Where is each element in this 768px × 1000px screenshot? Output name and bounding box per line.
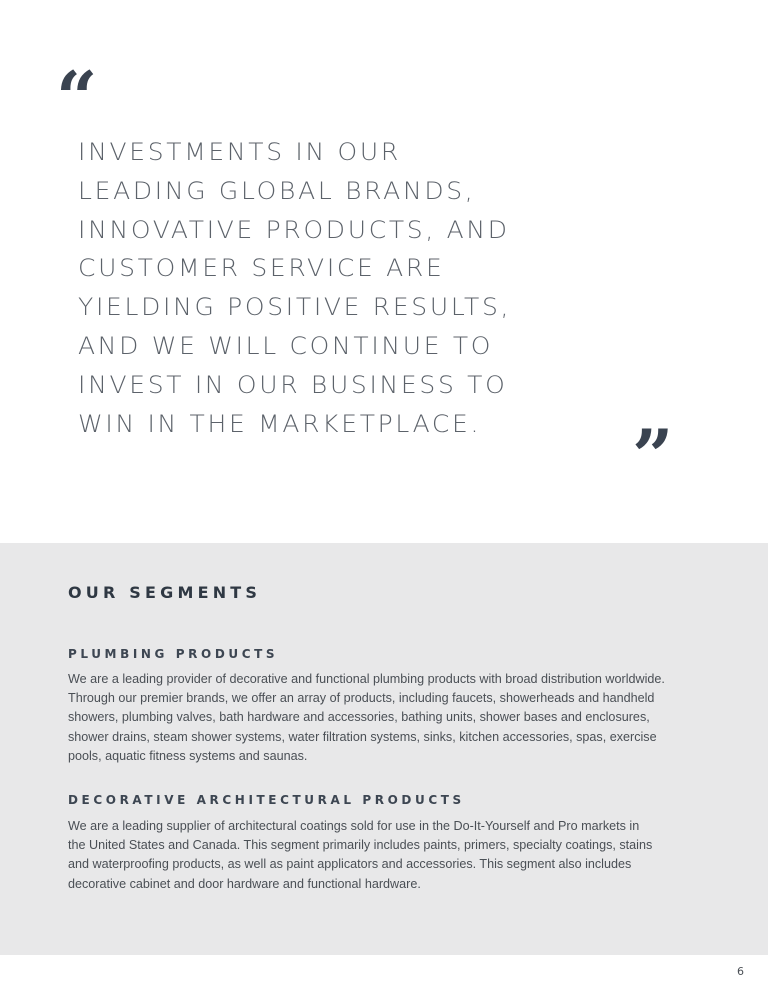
paragraph-line: We are a leading provider of decorative and functional plumbing products with broad distribution worldwide. (68, 672, 665, 686)
paragraph-line: the United States and Canada. This segment primarily includes paints, primers, specialty coatings, stains (68, 838, 653, 853)
paragraph-line: pools, aquatic fitness systems and saunas. (68, 748, 308, 763)
open-quote-icon: “ (56, 55, 98, 140)
quote-line: INVESTMENTS IN OUR (78, 138, 401, 166)
segments-title: OUR SEGMENTS (68, 583, 262, 602)
paragraph-line: showers, plumbing valves, bath hardware and accessories, bathing units, shower bases and enclosures, (68, 710, 650, 725)
paragraph-line: We are a leading supplier of architectural coatings sold for use in the Do-It-Yourself and Pro markets in (68, 819, 640, 833)
quote-line: AND WE WILL CONTINUE TO (78, 331, 494, 360)
decorative-architectural-paragraph (68, 817, 708, 894)
close-quote-icon: ” (632, 413, 674, 498)
pull-quote (78, 133, 702, 443)
paragraph-line: decorative cabinet and door hardware and functional hardware. (68, 876, 421, 891)
quote-line: INNOVATIVE PRODUCTS, AND (78, 215, 510, 244)
paragraph-line: and waterproofing products, as well as paint applicators and accessories. This segment also includes (68, 857, 632, 872)
quote-line: YIELDING POSITIVE RESULTS, (78, 293, 512, 322)
decorative-architectural-heading: DECORATIVE ARCHITECTURAL PRODUCTS (68, 793, 465, 807)
paragraph-line: Through our premier brands, we offer an array of products, including faucets, showerheads and handheld (68, 691, 655, 706)
segments-section (0, 543, 768, 955)
plumbing-products-paragraph (68, 670, 708, 766)
quote-line: INVEST IN OUR BUSINESS TO (78, 370, 508, 399)
quote-line: WIN IN THE MARKETPLACE. (78, 409, 482, 438)
quote-line: LEADING GLOBAL BRANDS, (78, 176, 476, 205)
quote-line: CUSTOMER SERVICE ARE (78, 254, 445, 283)
plumbing-products-heading: PLUMBING PRODUCTS (68, 647, 279, 661)
paragraph-line: shower drains, steam shower systems, water filtration systems, sinks, kitchen accessories, spas, exercise (68, 729, 657, 744)
page-number: 6 (737, 965, 744, 978)
